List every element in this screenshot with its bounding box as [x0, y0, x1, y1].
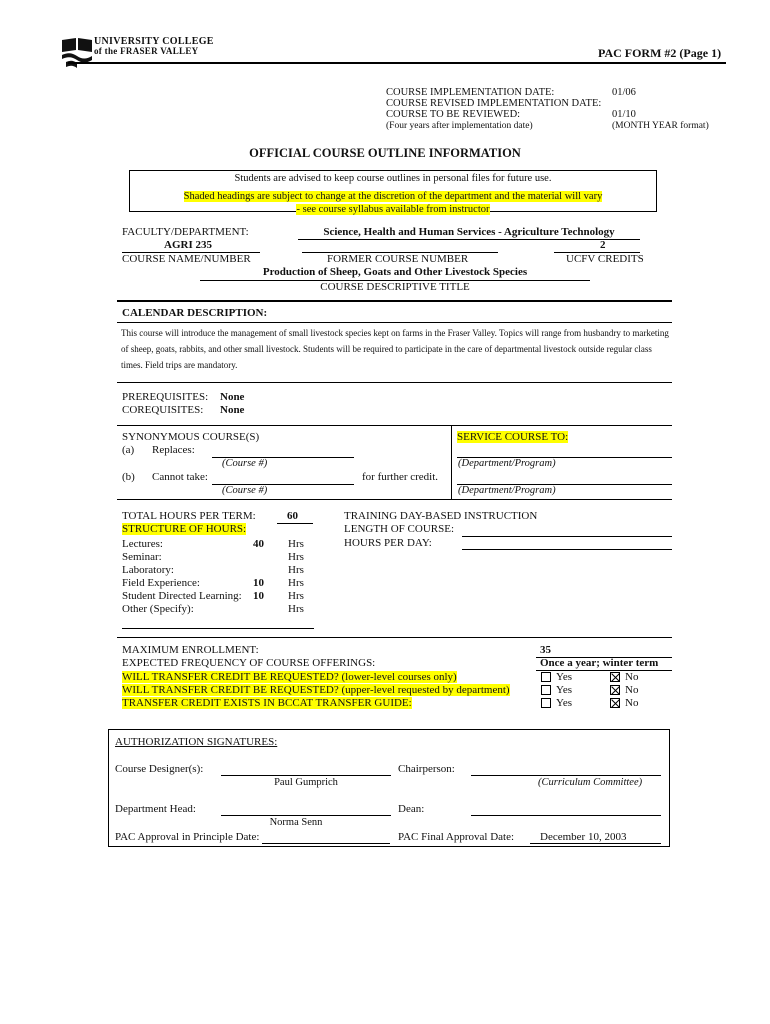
designer-label: Course Designer(s):	[115, 763, 204, 775]
review-date-value: 01/10	[612, 109, 636, 120]
pac-final-value: December 10, 2003	[540, 831, 627, 843]
coreq-value: None	[220, 404, 245, 416]
synonymous-heading: SYNONYMOUS COURSE(S)	[122, 431, 260, 443]
authorization-heading: AUTHORIZATION SIGNATURES:	[115, 736, 278, 748]
transfer-lower-no-label: No	[625, 671, 639, 683]
bccat-yes-checkbox[interactable]	[541, 698, 551, 708]
course-credits: 2	[600, 239, 606, 251]
hours-row-unit: Hrs	[288, 564, 304, 576]
hours-row-value: 10	[253, 577, 264, 589]
descriptive-title-label: COURSE DESCRIPTIVE TITLE	[320, 281, 470, 293]
service-dept-hint-1: (Department/Program)	[458, 458, 556, 469]
transfer-lower-no-checkbox[interactable]	[610, 672, 620, 682]
notice-line1: Students are advised to keep course outlines in personal files for future use.	[234, 173, 552, 184]
descriptive-title: Production of Sheep, Goats and Other Livestock Species	[262, 266, 528, 278]
prereq-label: PREREQUISITES:	[122, 391, 209, 403]
transfer-upper-yes-checkbox[interactable]	[541, 685, 551, 695]
transfer-lower-yes-label: Yes	[556, 671, 573, 683]
logo-line2: of the FRASER VALLEY	[94, 46, 199, 56]
coreq-label: COREQUISITES:	[122, 404, 204, 416]
designer-name: Paul Gumprich	[274, 777, 338, 788]
impl-date-label: COURSE IMPLEMENTATION DATE:	[386, 87, 555, 98]
dept-head-label: Department Head:	[115, 803, 196, 815]
prereq-value: None	[220, 391, 245, 403]
notice-line3: - see course syllabus available from instructor	[296, 204, 490, 215]
format-note: (MONTH YEAR format)	[612, 121, 709, 131]
structure-label: STRUCTURE OF HOURS:	[122, 523, 247, 535]
hours-row-unit: Hrs	[288, 551, 304, 563]
faculty-value: Science, Health and Human Services - Agriculture Technology	[323, 226, 615, 238]
chair-signature-line[interactable]	[471, 775, 661, 776]
bccat-no-label: No	[625, 697, 639, 709]
hours-row-label: Other (Specify):	[122, 603, 194, 615]
bccat-no-checkbox[interactable]	[610, 698, 620, 708]
faculty-label: FACULTY/DEPARTMENT:	[122, 226, 249, 238]
calendar-description: This course will introduce the management of small livestock species kept on farms in the Fraser Valley. Topics will range from husbandry to marketing of sheep, goats, rabbits, and other small livestock. Students will be required to participate in the care of departmental livestock outside regular class times. Field trips are mandatory.	[121, 328, 669, 370]
notice-line2: Shaded headings are subject to change at the discretion of the department and the material will vary	[183, 191, 603, 202]
form-label: PAC FORM #2 (Page 1)	[598, 46, 722, 60]
transfer-upper-question: WILL TRANSFER CREDIT BE REQUESTED? (upper-level requested by department)	[122, 684, 510, 696]
pac-final-label: PAC Final Approval Date:	[398, 831, 515, 843]
frequency-value: Once a year; winter term	[540, 657, 659, 669]
training-label: TRAINING DAY-BASED INSTRUCTION	[344, 510, 538, 522]
dean-signature-line[interactable]	[471, 815, 661, 816]
dept-head-name: Norma Senn	[269, 817, 323, 828]
cannot-take-course-hint: (Course #)	[222, 485, 268, 496]
transfer-upper-no-checkbox[interactable]	[610, 685, 620, 695]
designer-signature-line[interactable]	[221, 775, 391, 776]
hours-row-label: Field Experience:	[122, 577, 200, 589]
hours-row-unit: Hrs	[288, 590, 304, 602]
service-course-heading: SERVICE COURSE TO:	[457, 431, 569, 443]
hours-row-unit: Hrs	[288, 538, 304, 550]
transfer-upper-yes-label: Yes	[556, 684, 573, 696]
service-dept-hint-2: (Department/Program)	[458, 485, 556, 496]
course-code: AGRI 235	[164, 239, 212, 251]
hours-row-value: 10	[253, 590, 264, 602]
calendar-heading: CALENDAR DESCRIPTION:	[122, 307, 268, 319]
hours-row-label: Student Directed Learning:	[122, 590, 242, 602]
review-date-label: COURSE TO BE REVIEWED:	[386, 109, 521, 120]
credits-label: UCFV CREDITS	[566, 253, 644, 265]
hours-row-label: Laboratory:	[122, 564, 174, 576]
page-title: OFFICIAL COURSE OUTLINE INFORMATION	[249, 146, 521, 160]
dept-head-signature-line[interactable]	[221, 815, 391, 816]
syn-b-label: (b)	[122, 471, 135, 483]
curriculum-committee: (Curriculum Committee)	[538, 777, 643, 788]
book-logo-icon	[60, 36, 94, 70]
total-hours-value: 60	[287, 510, 298, 522]
hours-row-label: Lectures:	[122, 538, 163, 550]
cannot-take-label: Cannot take:	[152, 471, 208, 483]
frequency-label: EXPECTED FREQUENCY OF COURSE OFFERINGS:	[122, 657, 376, 669]
bccat-yes-label: Yes	[556, 697, 573, 709]
max-enrollment-label: MAXIMUM ENROLLMENT:	[122, 644, 259, 656]
review-note: (Four years after implementation date)	[386, 121, 533, 131]
revised-date-label: COURSE REVISED IMPLEMENTATION DATE:	[386, 98, 602, 109]
hours-row-unit: Hrs	[288, 577, 304, 589]
dean-label: Dean:	[398, 803, 425, 815]
logo-line1: UNIVERSITY COLLEGE	[94, 36, 214, 47]
hours-row-unit: Hrs	[288, 603, 304, 615]
former-course-label: FORMER COURSE NUMBER	[327, 253, 469, 265]
perday-label: HOURS PER DAY:	[344, 537, 432, 549]
hours-row-value: 40	[253, 538, 264, 550]
further-credit-label: for further credit.	[362, 471, 439, 483]
replaces-course-hint: (Course #)	[222, 458, 268, 469]
pac-principle-label: PAC Approval in Principle Date:	[115, 831, 260, 843]
replaces-label: Replaces:	[152, 444, 195, 456]
header-rule	[68, 62, 726, 64]
hours-row-label: Seminar:	[122, 551, 162, 563]
course-name-label: COURSE NAME/NUMBER	[122, 253, 251, 265]
transfer-upper-no-label: No	[625, 684, 639, 696]
syn-a-label: (a)	[122, 444, 135, 456]
total-hours-label: TOTAL HOURS PER TERM:	[122, 510, 256, 522]
transfer-lower-yes-checkbox[interactable]	[541, 672, 551, 682]
chair-label: Chairperson:	[398, 763, 455, 775]
max-enrollment-value: 35	[540, 644, 551, 656]
bccat-question: TRANSFER CREDIT EXISTS IN BCCAT TRANSFER GUIDE:	[122, 697, 412, 709]
impl-date-value: 01/06	[612, 87, 636, 98]
length-label: LENGTH OF COURSE:	[344, 523, 455, 535]
transfer-lower-question: WILL TRANSFER CREDIT BE REQUESTED? (lower-level courses only)	[122, 671, 457, 683]
